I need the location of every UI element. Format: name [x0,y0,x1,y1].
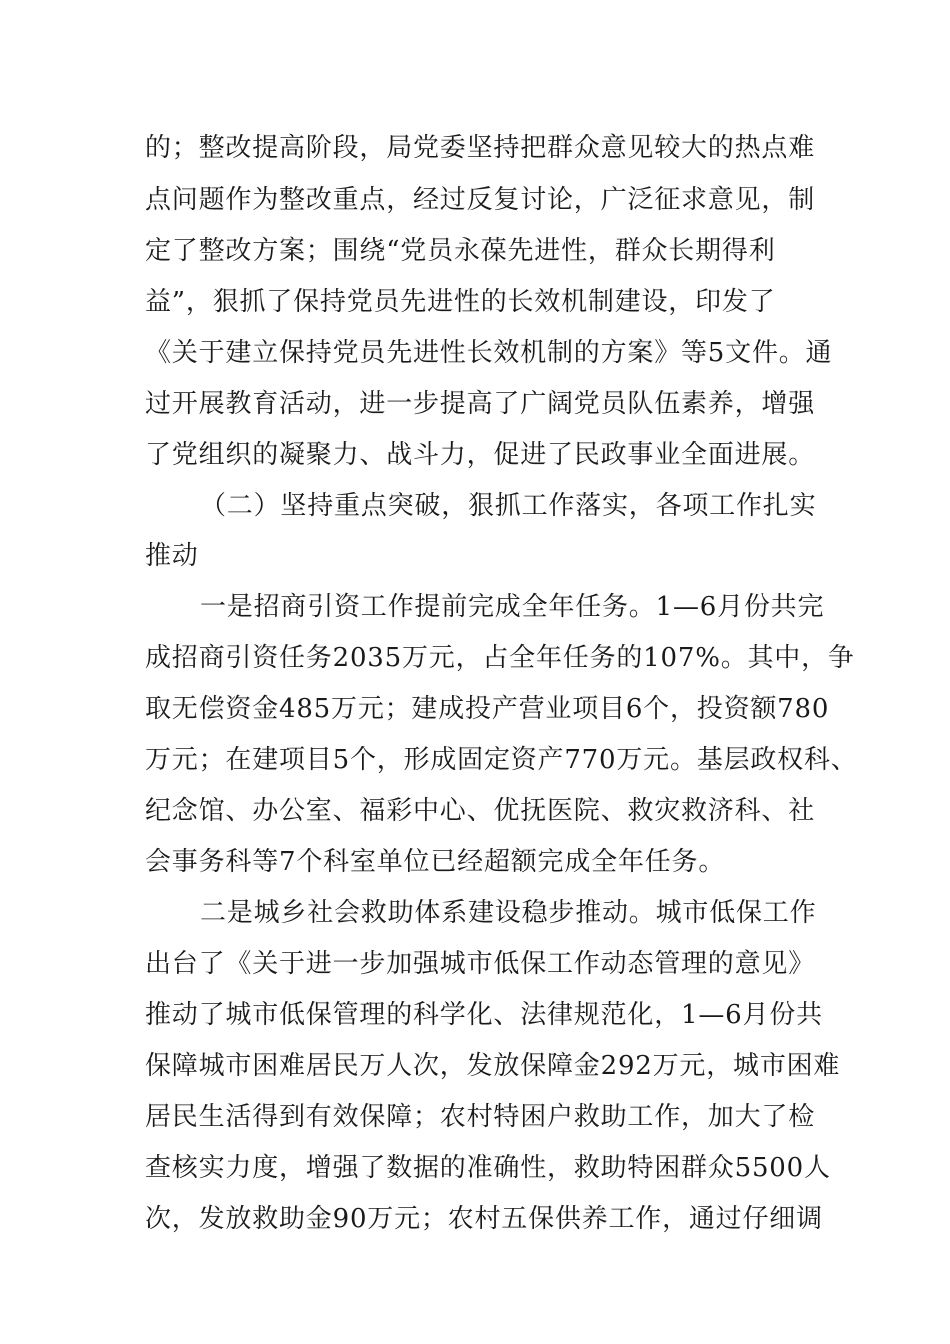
text-line: 了党组织的凝聚力、战斗力，促进了民政事业全面进展。 [145,440,816,470]
text-line: 过开展教育活动，进一步提高了广阔党员队伍素养，增强 [145,389,816,419]
text-line: 益”，狠抓了保持党员先进性的长效机制建设，印发了 [145,287,776,317]
text-line: 保障城市困难居民万人次，发放保障金292万元，城市困难 [145,1051,841,1081]
text-line: 推动了城市低保管理的科学化、法律规范化，1—6月份共 [145,1000,823,1030]
paragraph-first-line: 二是城乡社会救助体系建设稳步推动。城市低保工作 [200,898,817,928]
text-line: 纪念馆、办公室、福彩中心、优抚医院、救灾救济科、社 [145,796,816,826]
text-line: 会事务科等7个科室单位已经超额完成全年任务。 [145,847,726,877]
text-line: 居民生活得到有效保障；农村特困户救助工作，加大了检 [145,1102,816,1132]
text-line: 点问题作为整改重点，经过反复讨论，广泛征求意见，制 [145,185,816,215]
paragraph-first-line: 一是招商引资工作提前完成全年任务。1—6月份共完 [200,592,825,622]
text-line: 万元；在建项目5个，形成固定资产770万元。基层政权科、 [145,745,858,775]
text-line: 定了整改方案；围绕“党员永葆先进性，群众长期得利 [145,236,776,266]
text-line: 取无偿资金485万元；建成投产营业项目6个，投资额780 [145,694,830,724]
text-line: 成招商引资任务2035万元，占全年任务的107%。其中，争 [145,643,855,673]
text-line: 出台了《关于进一步加强城市低保工作动态管理的意见》 [145,949,816,979]
text-line: 次，发放救助金90万元；农村五保供养工作，通过仔细调 [145,1204,823,1234]
text-line: 《关于建立保持党员先进性长效机制的方案》等5文件。通 [145,338,833,368]
section-heading: （二）坚持重点突破，狠抓工作落实，各项工作扎实 [200,491,817,521]
section-heading-continuation: 推动 [145,541,199,571]
text-line: 查核实力度，增强了数据的准确性，救助特困群众5500人 [145,1153,831,1183]
text-line: 的；整改提高阶段，局党委坚持把群众意见较大的热点难 [145,133,816,163]
